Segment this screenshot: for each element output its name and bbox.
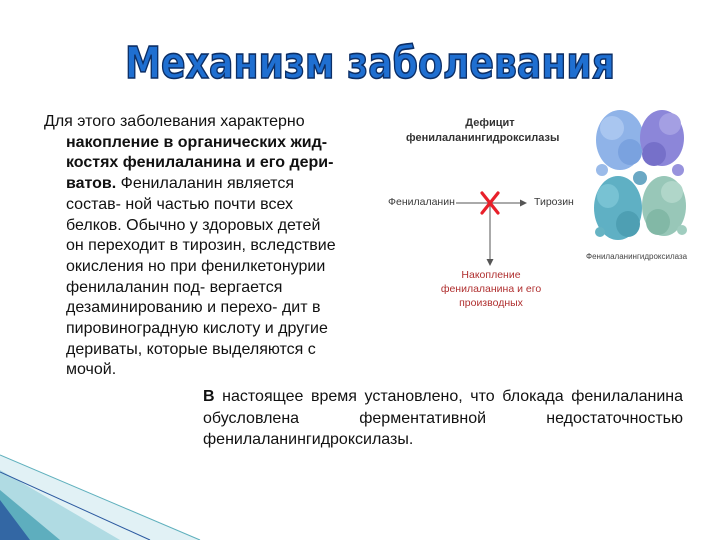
body-line: мочой. — [66, 361, 117, 379]
tyrosine-label: Тирозин — [534, 196, 574, 208]
conclusion-paragraph — [203, 386, 683, 451]
conclusion-lead: В — [203, 388, 215, 405]
accumulation-label-1: Накопление — [461, 269, 521, 281]
protein-label: Фенилаланингидроксилаза — [586, 252, 688, 261]
body-line: дериваты, которые выделяются с — [66, 340, 316, 358]
body-line: Фенилаланин является — [116, 175, 294, 193]
body-line: состав- ной частью почти всех — [66, 195, 293, 213]
body-paragraph — [44, 112, 372, 381]
body-line-bold: накопление в органических жид- — [66, 133, 328, 151]
accumulation-label-2: фенилаланина и его — [440, 283, 542, 295]
body-line: белков. Обычно у здоровых детей — [66, 216, 321, 234]
deficit-enzyme-label: фенилаланингидроксилазы — [406, 132, 560, 144]
metabolism-diagram — [372, 100, 702, 330]
body-line: фенилаланин под- вергается — [66, 278, 283, 296]
slide-title-text: Механизм заболевания — [125, 38, 615, 89]
slide-title — [120, 30, 620, 92]
body-line: он переходит в тирозин, вследствие — [66, 237, 336, 255]
body-line-bold: костях фенилаланина и его дери- — [66, 154, 334, 172]
body-line: дезаминированию и перехо- дит в — [66, 299, 321, 317]
accumulation-label-3: производных — [459, 297, 523, 309]
body-line: Для этого заболевания характерно — [44, 113, 305, 130]
phenylalanine-label: Фенилаланин — [388, 196, 455, 208]
deficit-label: Дефицит — [465, 117, 515, 129]
body-line-bold: ватов. — [66, 175, 117, 193]
conclusion-text: настоящее время установлено, что блокада фенилаланина обусловлена ферментативной недостаточностью фенилаланингидроксилазы. — [203, 388, 683, 448]
body-line: окисления но при фенилкетонурии — [66, 257, 326, 275]
protein-structure-image — [594, 110, 687, 240]
body-line: пировиноградную кислоту и другие — [66, 320, 328, 338]
